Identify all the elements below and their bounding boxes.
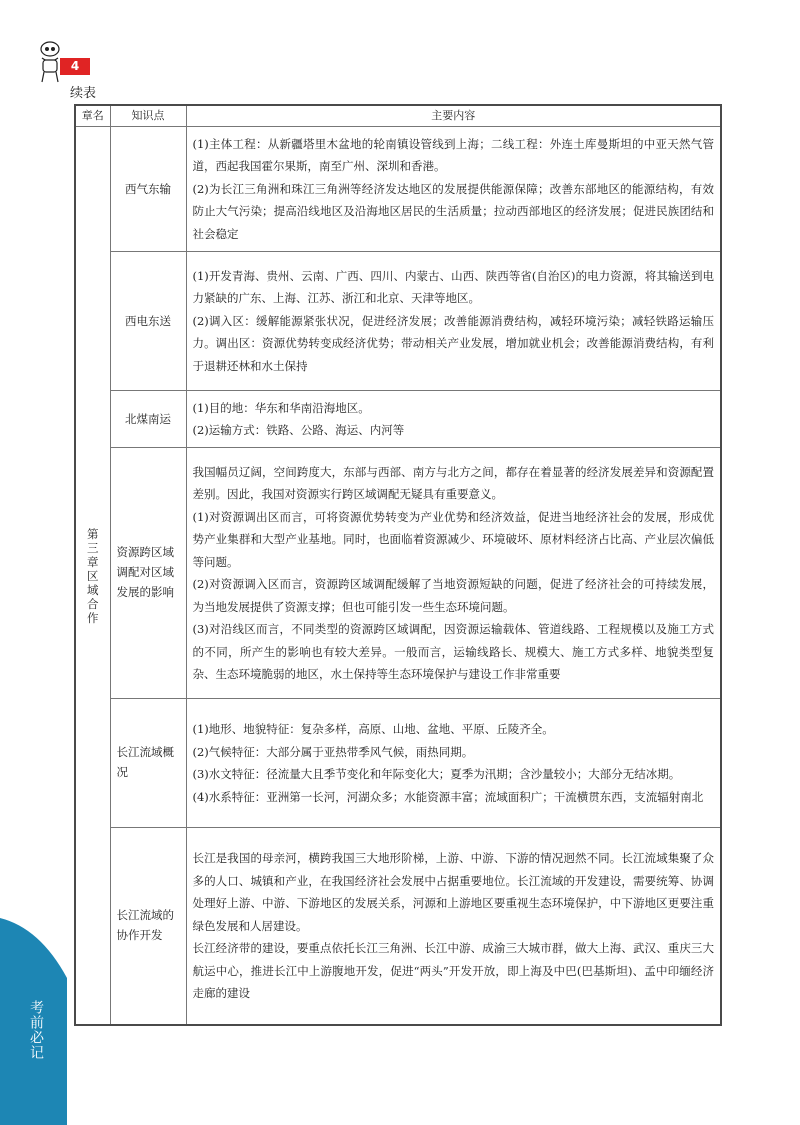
content-cell [186,448,721,699]
content-paragraph: (1)目的地：华东和华南沿海地区。 [192,400,370,415]
content-paragraph: 长江是我国的母亲河，横跨我国三大地形阶梯，上游、中游、下游的情况迥然不同。长江流域集聚了众多的人口、城镇和产业，在我国经济社会发展中占据重要地位。长江流域的开发建设，需要统筹、协调处理好上游、中游、下游地区的发展关系，河源和上游地区要重视生态环境保护，中下游地区更要注重绿色发展和人居建设。 [192,851,714,933]
table-row [75,127,721,252]
topic-cell [110,448,186,699]
content-cell [186,391,721,448]
content-paragraph: (2)气候特征：大部分属于亚热带季风气候，雨热同期。 [192,744,474,759]
table-row [75,448,721,699]
table-row [75,699,721,828]
table-row [75,391,721,448]
content-paragraph: (3)对沿线区而言，不同类型的资源跨区域调配，因资源运输载体、管道线路、工程规模以及施工方式的不同，所产生的影响也有较大差异。一般而言，运输线路长、规模大、施工方式多样、地貌类型复杂、生态环境脆弱的地区，水土保持等生态环境保护与建设工作非常重要 [192,622,714,681]
topic-name: 西电东送 [125,313,171,328]
chapter-cell [75,127,110,1026]
header-content: 主要内容 [186,105,721,127]
topic-cell [110,252,186,391]
table-row [75,252,721,391]
content-paragraph: (2)运输方式：铁路、公路、海运、内河等 [192,423,405,437]
content-paragraph: (2)为长江三角洲和珠江三角洲等经济发达地区的发展提供能源保障；改善东部地区的能源结构，有效防止大气污染；提高沿线地区及沿海地区居民的生活质量；拉动西部地区的经济发展；促进民族团结和社会稳定 [192,181,714,241]
chapter-name: 第三章 区域合作 [87,526,110,625]
table-row [75,828,721,1026]
content-cell [186,127,721,252]
knowledge-table [74,104,722,1026]
side-tab-curve [0,918,67,978]
content-cell [186,828,721,1026]
side-tab-label: 考前必记 [28,1000,44,1060]
content-cell [186,699,721,828]
continued-label: 续表 [70,86,97,101]
header-topic: 知识点 [110,105,186,127]
topic-cell [110,127,186,252]
content-paragraph: (1)对资源调出区而言，可将资源优势转变为产业优势和经济效益，促进当地经济社会的发展，形成优势产业集群和大型产业基地。同时，也面临着资源减少、环境破坏、原材料经济占比高、产业层次偏低等问题。 [192,509,714,569]
topic-name: 长江流域概况 [116,745,174,780]
content-paragraph: (2)调入区：缓解能源紧张状况，促进经济发展；改善能源消费结构，减轻环境污染；减轻铁路运输压力。调出区：资源优势转变成经济优势；带动相关产业发展，增加就业机会；改善能源消费结构，有利于退耕还林和水土保持 [192,313,714,373]
content-paragraph: (4)水系特征：亚洲第一长河，河湖众多；水能资源丰富；流域面积广；干流横贯东西，支流辐射南北 [192,789,704,804]
content-cell [186,252,721,391]
topic-name: 北煤南运 [125,411,171,426]
content-paragraph: 我国幅员辽阔，空间跨度大，东部与西部、南方与北方之间，都存在着显著的经济发展差异和资源配置差别。因此，我国对资源实行跨区域调配无疑具有重要意义。 [192,464,714,501]
content-paragraph: (1)开发青海、贵州、云南、广西、四川、内蒙古、山西、陕西等省(自治区)的电力资源，将其输送到电力紧缺的广东、上海、江苏、浙江和北京、天津等地区。 [192,268,714,306]
topic-name: 西气东输 [125,181,171,196]
content-paragraph: (2)对资源调入区而言，资源跨区域调配缓解了当地资源短缺的问题，促进了经济社会的可持续发展，为当地发展提供了资源支撑；但也可能引发一些生态环境问题。 [192,577,714,614]
topic-name: 长江流域的协作开发 [116,908,174,943]
header-chapter: 章名 [75,105,110,127]
page-number: 4 [60,58,90,75]
content-paragraph: (3)水文特征：径流量大且季节变化和年际变化大；夏季为汛期；含沙量较小；大部分无结冰期。 [192,767,681,781]
topic-cell [110,391,186,448]
topic-name: 资源跨区域调配对区域发展的影响 [116,545,174,600]
table-header-row [75,105,721,127]
content-paragraph: 长江经济带的建设，要重点依托长江三角洲、长江中游、成渝三大城市群，做大上海、武汉、重庆三大航运中心，推进长江中上游腹地开发，促进“两头”开发开放，即上海及中巴(巴基斯坦)、孟中印缅经济走廊的建设 [192,941,714,1001]
content-paragraph: (1)地形、地貌特征：复杂多样，高原、山地、盆地、平原、丘陵齐全。 [192,722,554,736]
topic-cell [110,828,186,1026]
topic-cell [110,699,186,828]
content-paragraph: (1)主体工程：从新疆塔里木盆地的轮南镇设管线到上海；二线工程：外连土库曼斯坦的中亚天然气管道，西起我国霍尔果斯，南至广州、深圳和香港。 [192,136,714,174]
